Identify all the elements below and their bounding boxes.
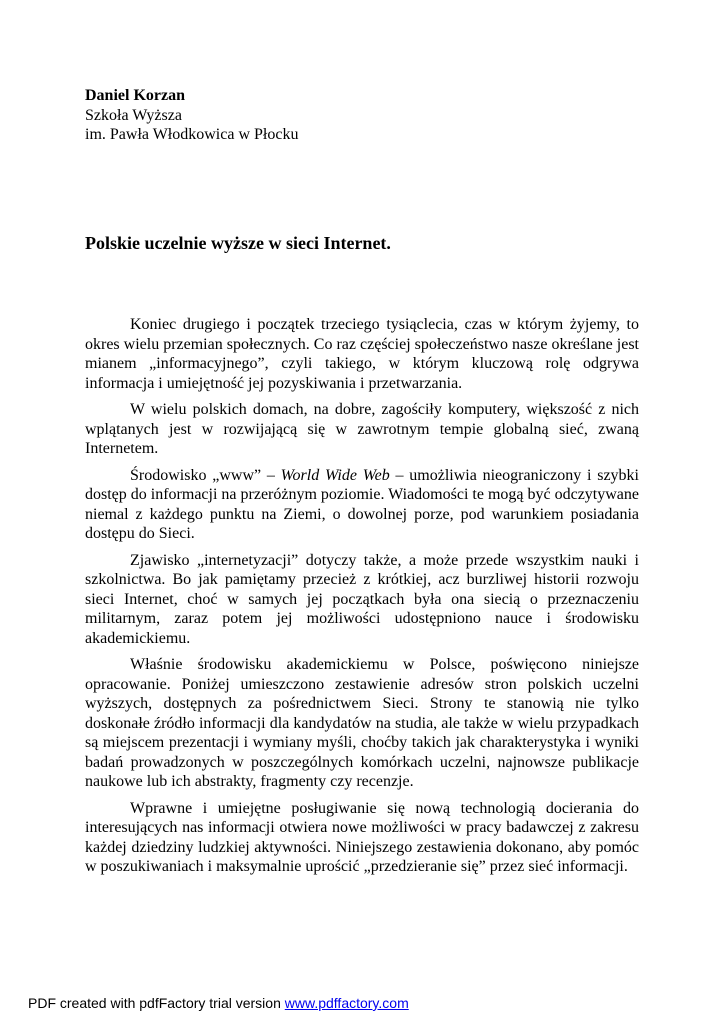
paragraph-2: W wielu polskich domach, na dobre, zagościły komputery, większość z nich wplątanych jest w rozwijającą się w zawrotnym tempie globalną sieć, zwaną Internetem. <box>85 401 639 457</box>
author-affiliation-line2: im. Pawła Włodkowica w Płocku <box>85 126 299 143</box>
paragraph-6: Wprawne i umiejętne posługiwanie się nową technologią docierania do interesujących nas informacji otwiera nowe możliwości w pracy badawczej z zakresu każdej dziedziny ludzkiej aktywności. Niniejszego zestawienia dokonano, aby pomóc w poszukiwaniach i maksymalnie uprościć „przedzieranie się” przez sieć informacji. <box>85 799 639 875</box>
document-title: Polskie uczelnie wyższe w sieci Internet. <box>85 233 391 253</box>
paragraph-1: Koniec drugiego i początek trzeciego tysiąclecia, czas w którym żyjemy, to okres wielu przemian społecznych. Co raz częściej społeczeństwo nasze określane jest mianem „informacyjnego”, czyli takiego, w którym kluczową rolę odgrywa informacja i umiejętność jej pozyskiwania i przetwarzania. <box>85 316 639 392</box>
paragraph-3-start: Środowisko „www” – <box>130 466 281 484</box>
document-body <box>85 315 639 884</box>
paragraph-3 <box>85 466 639 544</box>
paragraph-3-emphasis: World Wide Web <box>280 466 390 484</box>
footer-text: PDF created with pdfFactory trial version <box>28 995 285 1011</box>
paragraph-5: Właśnie środowisku akademickiemu w Polsce, poświęcono niniejsze opracowanie. Poniżej umieszczono zestawienie adresów stron polskich uczelni wyższych, dostępnych za pośrednictwem Sieci. Strony te stanowią nie tylko doskonałe źródło informacji dla kandydatów na studia, ale także w wielu przypadkach są miejscem prezentacji i wymiany myśli, choćby takich jak charakterystyka i wyniki badań prowadzonych w poszczególnych komórkach uczelni, najnowsze publikacje naukowe lub ich abstrakty, fragmenty czy recenzje. <box>85 656 639 790</box>
author-affiliation-line1: Szkoła Wyższa <box>85 106 182 124</box>
pdf-footer <box>28 995 409 1011</box>
footer-link[interactable]: www.pdffactory.com <box>284 995 409 1011</box>
author-block <box>85 86 298 145</box>
paragraph-3-end: – umożliwia nieograniczony i szybki dostęp do informacji na przeróżnym poziomie. Wiadomości te mogą być odczytywane niemal z każdego punktu na Ziemi, o dowolnej porze, pod warunkiem posiadania dostępu do Sieci. <box>85 466 640 542</box>
author-name: Daniel Korzan <box>85 87 185 104</box>
paragraph-4: Zjawisko „internetyzacji” dotyczy także, a może przede wszystkim nauki i szkolnictwa. Bo jak pamiętamy przecież z krótkiej, acz burzliwej historii rozwoju sieci Internet, choć w samych jej początkach była ona siecią o przeznaczeniu militarnym, zaraz potem jej możliwości udostępniono nauce i środowisku akademickiemu. <box>85 551 639 647</box>
